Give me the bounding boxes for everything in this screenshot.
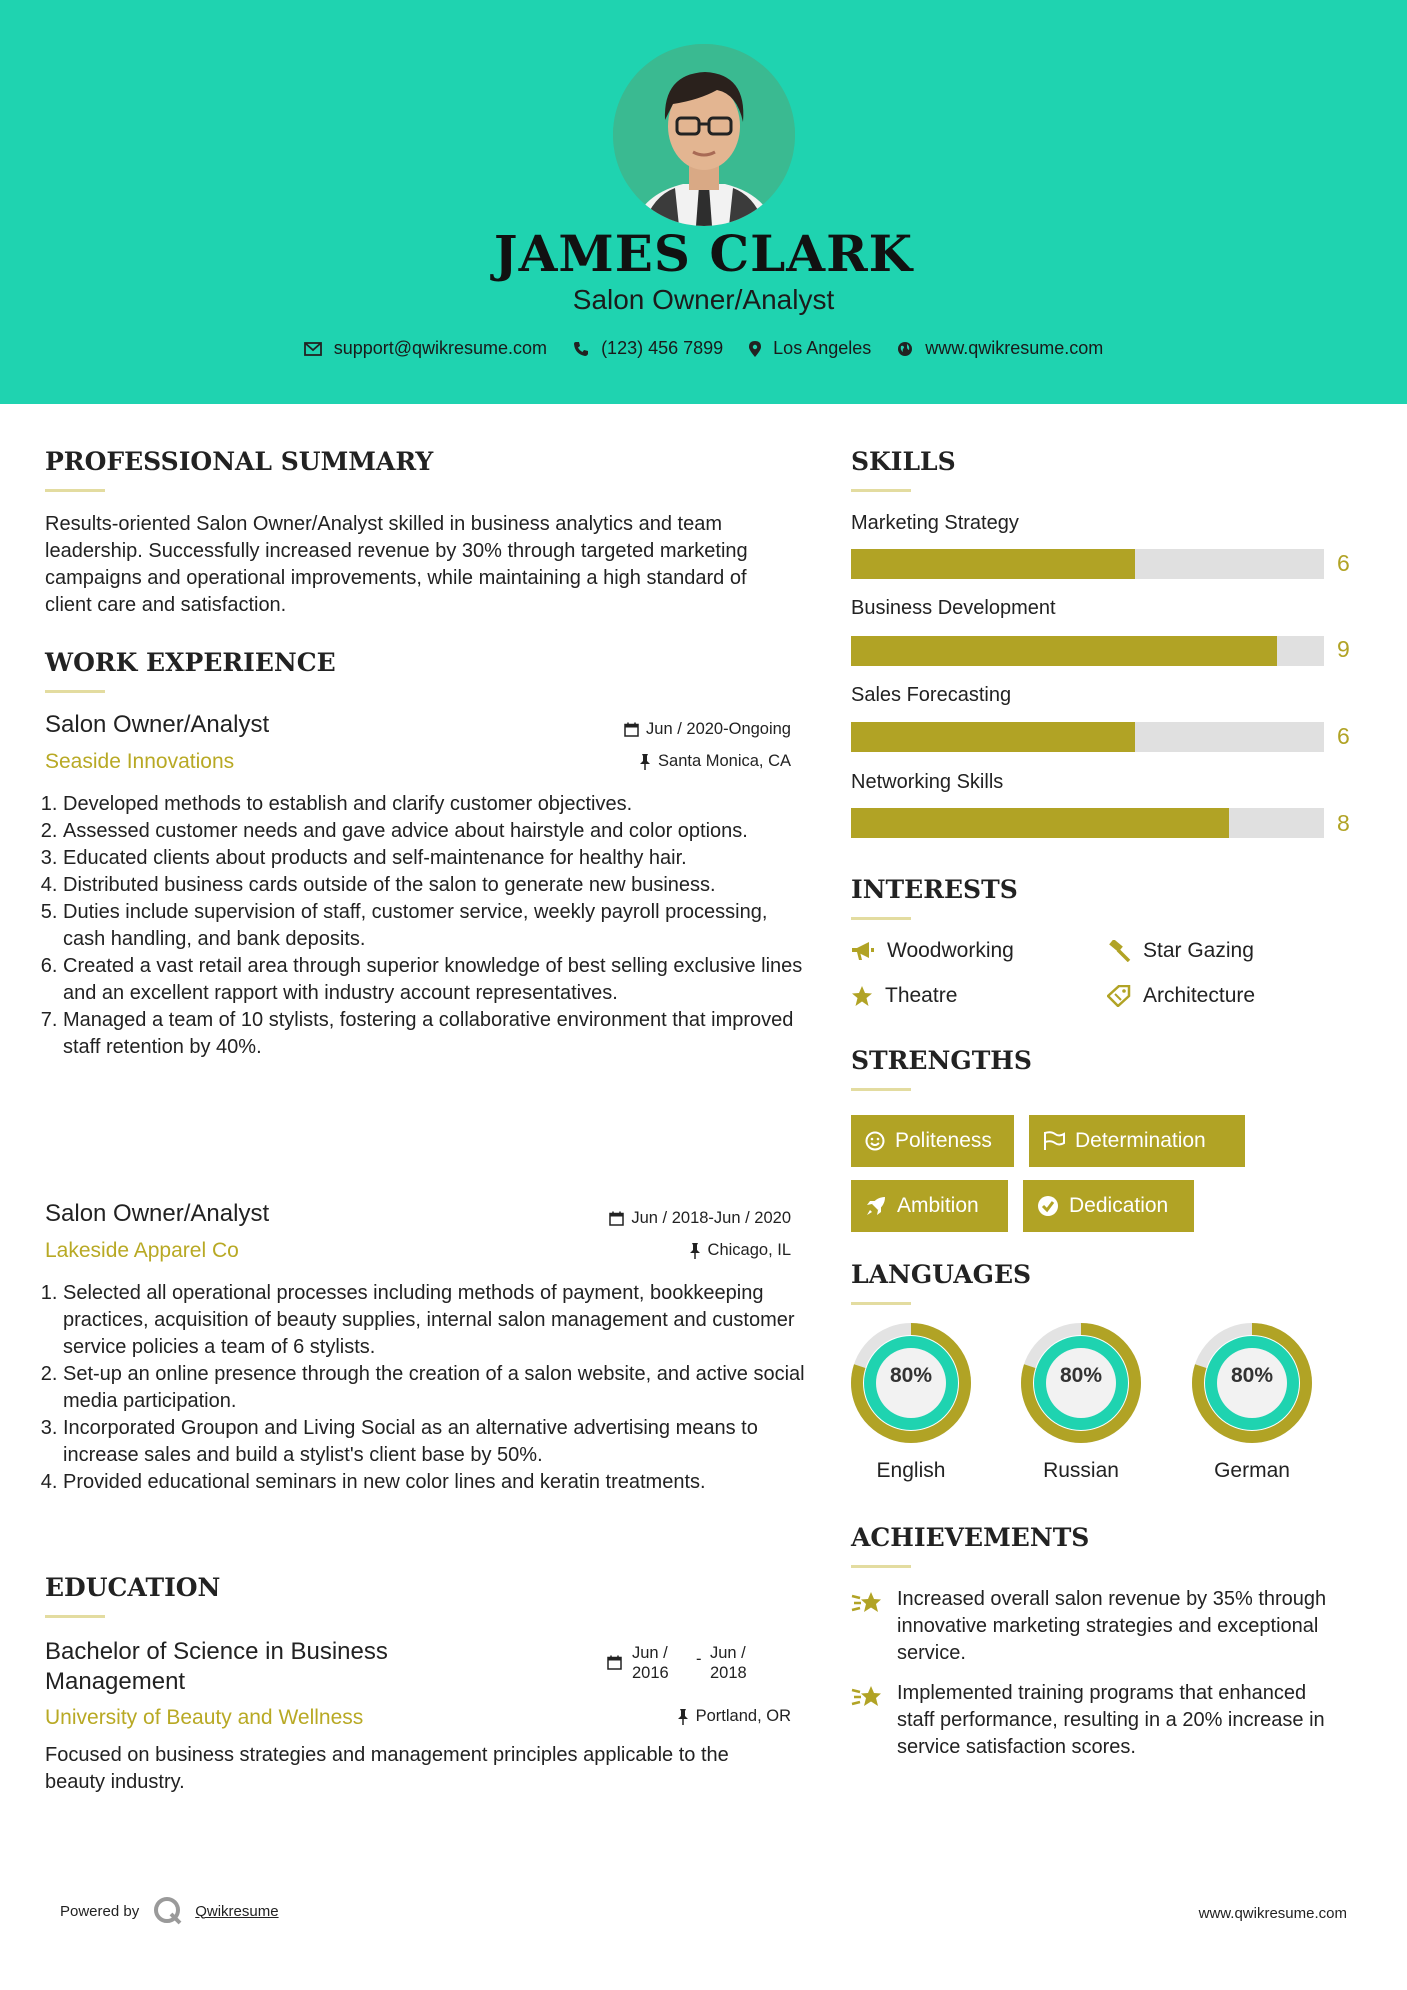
interest-label: Woodworking [887,939,1014,962]
experience-heading: WORK EXPERIENCE [45,648,336,677]
interest-item [851,984,957,1008]
contact-email[interactable] [304,338,547,359]
skill-bar [851,808,1324,838]
job-2-location [689,1241,791,1260]
job-1-bullet: 3. Educated clients about products and self-maintenance for healthy hair. [63,845,805,872]
contact-phone-text: (123) 456 7899 [601,338,724,358]
skill-value: 6 [1337,723,1350,749]
phone-icon [573,341,589,357]
language-label: Russian [1043,1459,1119,1482]
achievement-item [851,1680,1351,1761]
summary-heading-underline [45,489,105,492]
language-donut [1191,1322,1313,1444]
skill-bar-fill [851,636,1277,666]
job-2-location-text: Chicago, IL [707,1241,791,1259]
education-date-start: Jun / 2016 [632,1644,669,1682]
candidate-name: JAMES CLARK [493,224,914,283]
globe-icon [897,341,913,357]
strength-label: Dedication [1069,1194,1169,1217]
calendar-icon [624,722,639,737]
profile-photo [613,44,795,226]
skill-bar [851,636,1324,666]
footer-website[interactable]: www.qwikresume.com [1198,1905,1347,1922]
skill-label: Sales Forecasting [851,684,1012,706]
pushpin-icon [639,754,651,770]
skill-value: 8 [1337,810,1350,836]
experience-heading-underline [45,690,105,693]
bullhorn-icon [851,941,875,961]
achievements-heading: ACHIEVEMENTS [851,1523,1090,1552]
job-1-company: Seaside Innovations [45,750,235,773]
pushpin-icon [677,1709,689,1725]
candidate-role: Salon Owner/Analyst [572,284,835,315]
degree-title: Bachelor of Science in Business Management [45,1638,388,1695]
contact-location-text: Los Angeles [773,338,872,358]
skill-value: 6 [1337,550,1350,576]
education-location-text: Portland, OR [695,1707,791,1725]
contact-phone[interactable] [573,338,723,359]
job-1-bullet: 4. Distributed business cards outside of the salon to generate new business. [63,872,805,899]
envelope-icon [304,342,322,356]
qwikresume-logo-icon [153,1896,183,1926]
skill-bar [851,549,1324,579]
skill-bar-fill [851,722,1135,752]
job-1-bullet: 1. Developed methods to establish and clarify customer objectives. [63,791,805,818]
tag-icon [1107,985,1131,1007]
language-donut [1020,1322,1142,1444]
strength-tag [1023,1180,1194,1232]
job-2-bullet: 2. Set-up an online presence through the creation of a salon website, and active social media participation. [63,1361,805,1415]
shooting-star-icon [851,1588,885,1616]
strength-label: Politeness [895,1129,992,1152]
job-1-bullet: 7. Managed a team of 10 stylists, fostering a collaborative environment that improved staff retention by 40%. [63,1007,805,1061]
gavel-icon [1107,940,1131,962]
interest-item [1107,939,1254,963]
job-1-title: Salon Owner/Analyst [45,711,270,738]
job-1-bullet: 6. Created a vast retail area through superior knowledge of best selling exclusive lines and an excellent rapport with industry account representatives. [63,953,805,1007]
languages-heading-underline [851,1302,911,1305]
achievement-text: Implemented training programs that enhanced staff performance, resulting in a 20% increase in service satisfaction scores. [897,1682,1325,1758]
strength-label: Determination [1075,1129,1206,1152]
job-1-date-text: Jun / 2020-Ongoing [646,720,791,738]
interests-heading: INTERESTS [851,875,1018,904]
job-1-bullets [45,791,805,1061]
header-banner [0,0,1407,404]
job-2-date [609,1209,791,1228]
job-1-date [624,720,791,739]
contact-bar [0,338,1407,359]
calendar-icon [609,1211,624,1226]
interests-heading-underline [851,917,911,920]
language-percent: 80% [889,1364,933,1387]
footer-powered [60,1896,279,1926]
language-percent: 80% [1059,1364,1103,1387]
language-donut [850,1322,972,1444]
flag-icon [1043,1131,1065,1151]
job-2-bullet: 3. Incorporated Groupon and Living Social as an alternative advertising means to increase sales and build a stylist's client base by 50%. [63,1415,805,1469]
contact-website-text: www.qwikresume.com [925,338,1104,358]
education-location [677,1707,791,1726]
education-heading: EDUCATION [45,1573,221,1602]
skill-label: Marketing Strategy [851,512,1019,534]
skill-bar-fill [851,549,1135,579]
summary-heading: PROFESSIONAL SUMMARY [45,447,434,476]
language-label: German [1214,1459,1290,1482]
strength-label: Ambition [897,1194,979,1217]
job-2-title: Salon Owner/Analyst [45,1200,270,1227]
job-1-bullet: 2. Assessed customer needs and gave advice about hairstyle and color options. [63,818,805,845]
footer-brand-link[interactable]: Qwikresume [195,1902,279,1920]
school-name: University of Beauty and Wellness [45,1706,364,1729]
interest-label: Architecture [1143,984,1256,1007]
languages-heading: LANGUAGES [851,1260,1032,1289]
smile-icon [865,1131,885,1151]
skill-value: 9 [1337,636,1350,662]
rocket-icon [865,1195,887,1217]
skill-bar [851,722,1324,752]
contact-location [749,338,871,359]
education-description: Focused on business strategies and management principles applicable to the beauty industry. [45,1744,729,1793]
footer-powered-label: Powered by [60,1902,140,1920]
job-2-bullets [45,1280,805,1496]
strength-tag [851,1180,1008,1232]
language-label: English [876,1459,946,1482]
strengths-heading: STRENGTHS [851,1046,1032,1075]
shooting-star-icon [851,1682,885,1710]
star-icon [851,985,873,1007]
education-dates [607,1643,774,1683]
job-2-date-text: Jun / 2018-Jun / 2020 [631,1209,791,1227]
achievement-text: Increased overall salon revenue by 35% through innovative marketing strategies and exceptional service. [897,1588,1327,1664]
language-percent: 80% [1230,1364,1274,1387]
skill-label: Business Development [851,597,1056,619]
map-marker-icon [749,341,761,357]
job-1-location-text: Santa Monica, CA [658,752,791,770]
skill-label: Networking Skills [851,771,1004,793]
job-2-bullet: 4. Provided educational seminars in new color lines and keratin treatments. [63,1469,805,1496]
interest-label: Star Gazing [1143,939,1254,962]
skills-heading-underline [851,489,911,492]
job-2-company: Lakeside Apparel Co [45,1239,239,1262]
strength-tag [1029,1115,1245,1167]
education-date-separator: - [696,1650,702,1668]
strengths-heading-underline [851,1088,911,1091]
job-2-bullet: 1. Selected all operational processes including methods of payment, bookkeeping practices, acquisition of beauty supplies, internal salon management and customer service policies a team of 6 stylists. [63,1280,805,1361]
interest-item [1107,984,1255,1008]
interest-label: Theatre [885,984,958,1007]
achievement-item [851,1586,1351,1667]
skills-heading: SKILLS [851,447,956,476]
calendar-icon [607,1655,622,1670]
strength-tag [851,1115,1014,1167]
skill-bar-fill [851,808,1229,838]
education-heading-underline [45,1615,105,1618]
job-1-bullet: 5. Duties include supervision of staff, customer service, weekly payroll processing, cash handling, and bank deposits. [63,899,805,953]
contact-email-text: support@qwikresume.com [333,338,548,358]
check-circle-icon [1037,1195,1059,1217]
interest-item [851,939,1014,963]
pushpin-icon [689,1243,701,1259]
summary-text: Results-oriented Salon Owner/Analyst skilled in business analytics and team leadership. Successfully increased revenue by 30% through targeted marketing campaigns and operational improvements, while maintaining a high standard of client care and satisfaction. [45,513,748,616]
achievements-heading-underline [851,1565,911,1568]
education-date-end: Jun / 2018 [710,1644,747,1682]
job-1-location [639,752,791,771]
contact-website[interactable] [897,338,1103,359]
